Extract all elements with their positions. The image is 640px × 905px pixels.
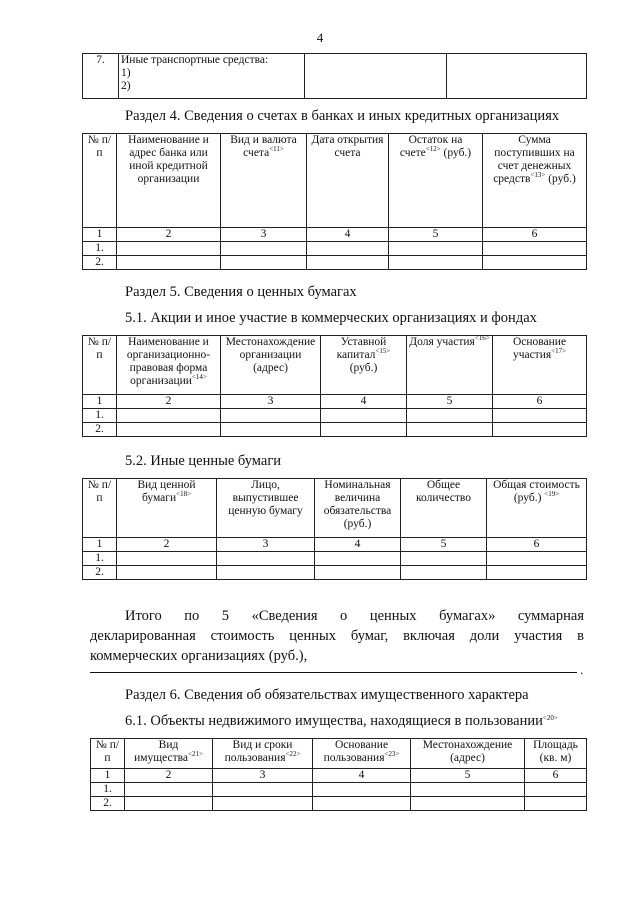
total-line: Итого по 5 «Сведения о ценных бумагах» суммарная: [125, 608, 584, 624]
col-header: Доля участия$^{<16>}$: [407, 336, 493, 395]
col-header: Основание участия$^{<17>}$: [493, 336, 587, 395]
empty-cell: [305, 54, 447, 99]
col-header: № п/п: [83, 336, 117, 395]
transport-table: [82, 53, 587, 99]
col-header: Площадь (кв. м): [525, 739, 587, 769]
col-number: 5: [389, 228, 483, 242]
col-header: Вид и валюта счета$^{<11>}$: [221, 134, 307, 228]
col-header: Номинальная величина обязательства (руб.): [315, 479, 401, 538]
transport-label-cell: [119, 54, 305, 99]
row-number: 1.: [91, 783, 125, 797]
col-number-row: [83, 538, 587, 552]
col-number: 1: [83, 395, 117, 409]
header-row: [83, 134, 587, 228]
row-number: 1.: [83, 409, 117, 423]
total-fill-line: [90, 672, 577, 673]
col-header: № п/п: [83, 134, 117, 228]
col-number: 2: [117, 228, 221, 242]
section5-2-title: 5.2. Иные ценные бумаги: [125, 453, 282, 469]
col-number: 3: [213, 769, 313, 783]
row-number: 2.: [83, 256, 117, 270]
col-number-row: [83, 395, 587, 409]
col-header: № п/п: [83, 479, 117, 538]
table-row: [83, 54, 587, 99]
col-number: 5: [407, 395, 493, 409]
col-number: 1: [83, 538, 117, 552]
col-number: 2: [117, 538, 217, 552]
section5-2-table: [82, 478, 587, 580]
col-number: 6: [525, 769, 587, 783]
col-header: Остаток на счете$^{<12>}$ (руб.): [389, 134, 483, 228]
col-number: 6: [483, 228, 587, 242]
col-header: Местонахождение (адрес): [411, 739, 525, 769]
section5-1-title: 5.1. Акции и иное участие в коммерческих организациях и фондах: [125, 310, 537, 326]
col-number: 4: [315, 538, 401, 552]
col-header: Вид и сроки пользования$^{<22>}$: [213, 739, 313, 769]
section6-1-title: 6.1. Объекты недвижимого имущества, находящиеся в пользовании$^{<20>}$: [125, 713, 558, 729]
col-number-row: [91, 769, 587, 783]
table-row: [83, 423, 587, 437]
table-row: [91, 783, 587, 797]
row-number: 7.: [83, 54, 119, 99]
section4-title: Раздел 4. Сведения о счетах в банках и иных кредитных организациях: [125, 108, 560, 124]
col-header: Наименование и адрес банка или иной кредитной организации: [117, 134, 221, 228]
section5-1-table: [82, 335, 587, 437]
col-header: № п/п: [91, 739, 125, 769]
total-line: коммерческих организациях (руб.),: [90, 648, 308, 664]
col-header: Основание пользования$^{<23>}$: [313, 739, 411, 769]
row-number: 1.: [83, 552, 117, 566]
table-row: [83, 242, 587, 256]
table-row: [83, 256, 587, 270]
col-number: 4: [307, 228, 389, 242]
section6-title: Раздел 6. Сведения об обязательствах имущественного характера: [125, 687, 529, 703]
col-number: 5: [411, 769, 525, 783]
col-number: 5: [401, 538, 487, 552]
col-number: 2: [117, 395, 221, 409]
col-header: Сумма поступивших на счет денежных средств$^{<13>}$ (руб.): [483, 134, 587, 228]
page-number: 4: [316, 30, 324, 45]
col-header: Вид имущества$^{<21>}$: [125, 739, 213, 769]
transport-item: 2): [121, 80, 131, 92]
section6-1-table: [90, 738, 587, 811]
col-number: 1: [83, 228, 117, 242]
transport-item: 1): [121, 67, 131, 79]
col-header: Лицо, выпустившее ценную бумагу: [217, 479, 315, 538]
table-row: [83, 566, 587, 580]
section4-table: [82, 133, 587, 270]
col-number: 2: [125, 769, 213, 783]
table-row: [91, 797, 587, 811]
col-number: 4: [313, 769, 411, 783]
securities-total-paragraph: [90, 606, 584, 666]
header-row: [83, 479, 587, 538]
col-number: 6: [487, 538, 587, 552]
header-row: [91, 739, 587, 769]
table-row: [83, 409, 587, 423]
col-number: 3: [221, 395, 321, 409]
col-header: Общая стоимость (руб.) $^{<19>}$: [487, 479, 587, 538]
header-row: [83, 336, 587, 395]
col-number: 3: [221, 228, 307, 242]
row-number: 2.: [83, 423, 117, 437]
section5-title: Раздел 5. Сведения о ценных бумагах: [125, 284, 357, 300]
total-fill-line-end: .: [580, 662, 584, 677]
total-line: декларированная стоимость ценных бумаг, включая доли участия в: [90, 628, 584, 644]
col-number: 6: [493, 395, 587, 409]
col-header: Общее количество: [401, 479, 487, 538]
table-row: [83, 552, 587, 566]
col-header: Уставной капитал$^{<15>}$ (руб.): [321, 336, 407, 395]
empty-cell: [447, 54, 587, 99]
col-header: Вид ценной бумаги$^{<18>}$: [117, 479, 217, 538]
col-header: Наименование и организационно-правовая форма организации$^{<14>}$: [117, 336, 221, 395]
col-number: 4: [321, 395, 407, 409]
row-number: 2.: [91, 797, 125, 811]
transport-label: Иные транспортные средства:: [121, 54, 269, 66]
row-number: 1.: [83, 242, 117, 256]
col-number: 1: [91, 769, 125, 783]
col-header: Дата открытия счета: [307, 134, 389, 228]
col-number: 3: [217, 538, 315, 552]
row-number: 2.: [83, 566, 117, 580]
col-header: Местонахождение организации (адрес): [221, 336, 321, 395]
col-number-row: [83, 228, 587, 242]
